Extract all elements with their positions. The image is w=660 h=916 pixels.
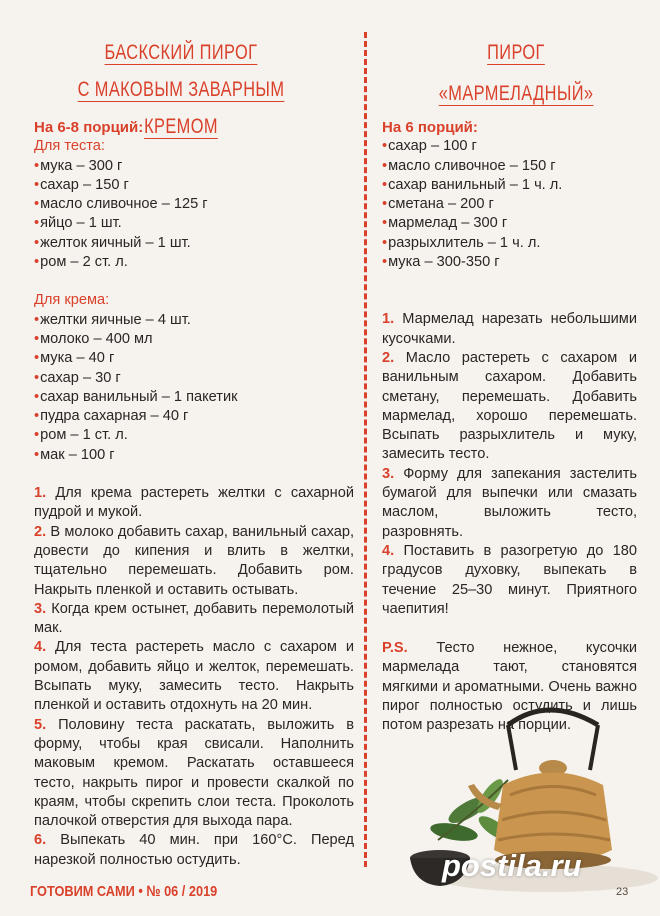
magazine-issue: ГОТОВИМ САМИ • № 06 / 2019	[30, 883, 218, 900]
step-item	[34, 638, 354, 715]
step-item	[382, 310, 637, 349]
right-recipe-title	[372, 30, 660, 112]
step-number: 1.	[34, 485, 47, 502]
right-title-line2: «МАРМЕЛАДНЫЙ»	[438, 82, 594, 105]
ingredient-item: • масло сливочное – 150 г	[382, 157, 637, 176]
step-item	[382, 465, 637, 542]
left-title-line2: С МАКОВЫМ ЗАВАРНЫМ КРЕМОМ	[77, 78, 285, 138]
ingredient-item: • сахар – 30 г	[34, 369, 354, 388]
ingredient-item: • сахар – 100 г	[382, 137, 637, 156]
step-number: 3.	[382, 465, 395, 482]
step-text: Поставить в разогретую до 180 градусов духовку, выпекать в течение 25–30 минут. Приятного чаепития!	[382, 542, 637, 617]
step-item	[382, 542, 637, 619]
step-item	[34, 831, 354, 870]
ingredient-item: • молоко – 400 мл	[34, 330, 354, 349]
step-number: 5.	[34, 716, 47, 733]
ingredient-item: • мармелад – 300 г	[382, 214, 637, 233]
step-item	[34, 600, 354, 639]
ingredient-item: • мука – 40 г	[34, 349, 354, 368]
step-number: 4.	[382, 542, 395, 559]
step-text: Половину теста раскатать, выложить в форму, чтобы края свисали. Наполнить маковым кремом. Раскатать оставшееся тесто, накрыть пирог и провести скалкой по краям, чтобы скрепить слои теста. Проколоть палочкой отверстия для выхода пара.	[34, 716, 354, 830]
ingredient-item: • сметана – 200 г	[382, 195, 637, 214]
step-number: 2.	[34, 523, 47, 540]
ingredient-item: • желтки яичные – 4 шт.	[34, 311, 354, 330]
step-item	[34, 484, 354, 523]
cream-heading: Для крема:	[34, 292, 110, 309]
step-text: Когда крем остынет, добавить перемолотый мак.	[34, 600, 355, 637]
left-recipe-column	[34, 118, 354, 870]
ps-text: Тесто нежное, кусочки мармелада тают, становятся мягкими и ароматными. Очень важно пирог полностью остудить и лишь потом разрезать на порции.	[382, 640, 637, 734]
step-number: 3.	[34, 600, 47, 617]
ingredient-item: • яйцо – 1 шт.	[34, 214, 354, 233]
ingredient-item: • ром – 2 ст. л.	[34, 253, 354, 272]
step-text: Выпекать 40 мин. при 160°С. Перед нарезкой полностью остудить.	[34, 832, 354, 868]
column-divider	[364, 32, 367, 867]
ingredient-item: • сахар – 150 г	[34, 176, 354, 195]
step-number: 2.	[382, 349, 395, 366]
ingredient-item: • пудра сахарная – 40 г	[34, 407, 354, 426]
ingredient-item: • масло сливочное – 125 г	[34, 195, 354, 214]
left-portions: На 6-8 порций:	[34, 119, 144, 136]
page-number: 23	[616, 886, 629, 898]
cream-ingredient-list	[34, 311, 354, 465]
ingredient-item: • желток яичный – 1 шт.	[34, 234, 354, 253]
ingredient-item: • ром – 1 ст. л.	[34, 426, 354, 445]
ingredient-item: • мука – 300-350 г	[382, 253, 637, 272]
right-ingredient-list	[382, 137, 637, 272]
step-text: Мармелад нарезать небольшими кусочками.	[382, 311, 637, 347]
step-text: Для крема растереть желтки с сахарной пудрой и мукой.	[34, 485, 354, 521]
watermark: postila.ru	[442, 848, 582, 883]
left-steps	[34, 484, 354, 870]
ingredient-item: • сахар ванильный – 1 пакетик	[34, 388, 354, 407]
dough-ingredient-list	[34, 157, 354, 273]
step-text: Для теста растереть масло с сахаром и ромом, добавить яйцо и желток, перемешать. Всыпать муку, замесить тесто. Накрыть пленкой и оставить отдохнуть на 20 мин.	[34, 639, 354, 714]
ingredient-item: • сахар ванильный – 1 ч. л.	[382, 176, 637, 195]
right-portions: На 6 порций:	[382, 119, 478, 136]
step-text: Форму для запекания застелить бумагой для выпечки или смазать маслом, выложить тесто, разровнять.	[382, 465, 637, 540]
step-text: Масло растереть с сахаром и ванильным сахаром. Добавить сметану, перемешать. Добавить мармелад, хорошо перемешать. Всыпать разрыхлитель и муку, замесить тесто.	[382, 349, 637, 463]
step-number: 4.	[34, 639, 47, 656]
step-number: 1.	[382, 311, 395, 328]
step-text: В молоко добавить сахар, ванильный сахар, довести до кипения и влить в желтки, тщательно перемешать. Добавить ром. Накрыть пленкой и оставить остывать.	[34, 523, 354, 598]
ps-label: P.S.	[382, 640, 408, 657]
right-steps	[382, 310, 637, 619]
ingredient-item: • разрыхлитель – 1 ч. л.	[382, 234, 637, 253]
left-title-line1: БАСКСКИЙ ПИРОГ	[104, 41, 258, 64]
ingredient-item: • мак – 100 г	[34, 446, 354, 465]
ingredient-item: • мука – 300 г	[34, 157, 354, 176]
step-item	[34, 716, 354, 832]
dough-heading: Для теста:	[34, 138, 105, 155]
right-title-line1: ПИРОГ	[487, 41, 545, 64]
right-recipe-column	[382, 118, 637, 736]
step-number: 6.	[34, 832, 47, 849]
magazine-footer	[30, 883, 250, 900]
step-item	[34, 523, 354, 600]
step-item	[382, 349, 637, 465]
